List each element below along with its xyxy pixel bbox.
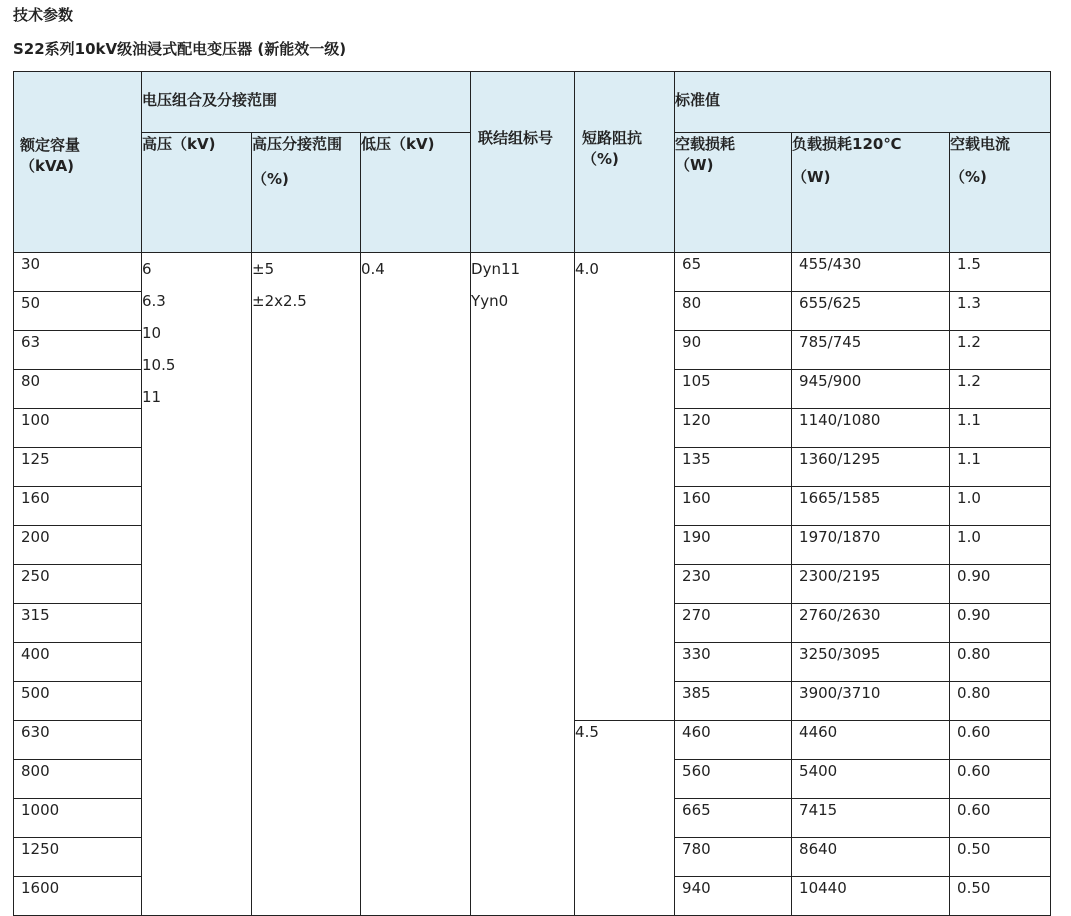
current-value: 1.5 [957, 255, 981, 273]
impedance-value: 4.0 [575, 260, 599, 278]
noload-value: 940 [682, 879, 711, 897]
header-connection-label: 联结组标号 [478, 129, 554, 147]
cell-current [950, 370, 1051, 409]
cell-current [950, 448, 1051, 487]
header-load-loss [792, 133, 950, 253]
header-noload-loss-unit: （W) [675, 156, 714, 174]
capacity-value: 630 [21, 723, 50, 741]
current-value: 0.50 [957, 840, 991, 858]
cell-load [792, 292, 950, 331]
cell-noload [675, 838, 792, 877]
noload-value: 460 [682, 723, 711, 741]
header-tap-label: 高压分接范围 [252, 135, 343, 153]
load-value: 8640 [799, 840, 838, 858]
current-value: 0.60 [957, 723, 991, 741]
header-noload-current-unit: （%) [950, 168, 987, 186]
cell-load [792, 682, 950, 721]
header-lv [361, 133, 471, 253]
header-lv-label: 低压（kV) [361, 135, 435, 153]
table-title: S22系列10kV级油浸式配电变压器 (新能效一级) [13, 40, 347, 58]
cell-capacity [14, 760, 142, 799]
header-impedance [575, 72, 675, 253]
cell-current [950, 721, 1051, 760]
cell-capacity [14, 370, 142, 409]
cell-noload [675, 643, 792, 682]
capacity-value: 800 [21, 762, 50, 780]
header-standard [675, 72, 1051, 133]
current-value: 0.90 [957, 606, 991, 624]
capacity-value: 50 [21, 294, 41, 312]
cell-current [950, 838, 1051, 877]
cell-current [950, 331, 1051, 370]
noload-value: 65 [682, 255, 702, 273]
cell-capacity [14, 331, 142, 370]
header-load-loss-label: 负载损耗120℃ [792, 135, 902, 153]
cell-capacity [14, 526, 142, 565]
cell-current [950, 409, 1051, 448]
cell-load [792, 760, 950, 799]
cell-noload [675, 370, 792, 409]
noload-value: 90 [682, 333, 702, 351]
current-value: 0.90 [957, 567, 991, 585]
section-heading: 技术参数 [13, 6, 74, 24]
capacity-value: 125 [21, 450, 50, 468]
load-value: 655/625 [799, 294, 862, 312]
load-value: 4460 [799, 723, 838, 741]
current-value: 1.1 [957, 450, 981, 468]
cell-load [792, 721, 950, 760]
current-value: 1.3 [957, 294, 981, 312]
load-value: 455/430 [799, 255, 862, 273]
capacity-value: 200 [21, 528, 50, 546]
cell-noload [675, 292, 792, 331]
current-value: 1.0 [957, 489, 981, 507]
load-value: 2300/2195 [799, 567, 881, 585]
cell-current [950, 643, 1051, 682]
noload-value: 780 [682, 840, 711, 858]
cell-capacity [14, 643, 142, 682]
header-standard-label: 标准值 [675, 91, 721, 109]
cell-load [792, 565, 950, 604]
hv-value: 6.3 [142, 292, 166, 310]
load-value: 1140/1080 [799, 411, 881, 429]
cell-impedance-a [575, 253, 675, 721]
cell-capacity [14, 721, 142, 760]
noload-value: 270 [682, 606, 711, 624]
capacity-value: 160 [21, 489, 50, 507]
tap-value: ±2x2.5 [252, 292, 307, 310]
noload-value: 190 [682, 528, 711, 546]
noload-value: 330 [682, 645, 711, 663]
capacity-value: 30 [21, 255, 41, 273]
hv-value: 6 [142, 260, 152, 278]
capacity-value: 400 [21, 645, 50, 663]
cell-noload [675, 799, 792, 838]
header-connection [471, 72, 575, 253]
cell-noload [675, 682, 792, 721]
cell-load [792, 526, 950, 565]
spec-table [13, 71, 1051, 916]
current-value: 0.50 [957, 879, 991, 897]
noload-value: 385 [682, 684, 711, 702]
noload-value: 665 [682, 801, 711, 819]
load-value: 7415 [799, 801, 838, 819]
load-value: 3250/3095 [799, 645, 881, 663]
cell-lv-merged [361, 253, 471, 916]
cell-connection-merged [471, 253, 575, 916]
header-noload-current [950, 133, 1051, 253]
cell-current [950, 760, 1051, 799]
cell-load [792, 409, 950, 448]
cell-noload [675, 409, 792, 448]
cell-noload [675, 526, 792, 565]
cell-load [792, 370, 950, 409]
header-tap [252, 133, 361, 253]
cell-current [950, 604, 1051, 643]
cell-capacity [14, 682, 142, 721]
header-impedance-label: 短路阻抗 [582, 129, 643, 147]
lv-value: 0.4 [361, 260, 385, 278]
capacity-value: 80 [21, 372, 41, 390]
header-hv [142, 133, 252, 253]
cell-noload [675, 565, 792, 604]
cell-current [950, 799, 1051, 838]
cell-capacity [14, 565, 142, 604]
cell-current [950, 565, 1051, 604]
header-noload-loss-label: 空载损耗 [675, 135, 736, 153]
cell-current [950, 292, 1051, 331]
current-value: 0.80 [957, 684, 991, 702]
cell-capacity [14, 253, 142, 292]
header-capacity-unit: （kVA) [20, 157, 75, 175]
hv-value: 10.5 [142, 356, 176, 374]
capacity-value: 1000 [21, 801, 60, 819]
load-value: 3900/3710 [799, 684, 881, 702]
capacity-value: 315 [21, 606, 50, 624]
capacity-value: 1250 [21, 840, 60, 858]
noload-value: 105 [682, 372, 711, 390]
noload-value: 560 [682, 762, 711, 780]
header-tap-unit: （%) [252, 170, 289, 188]
header-capacity-label: 额定容量 [20, 136, 81, 154]
cell-load [792, 604, 950, 643]
load-value: 1665/1585 [799, 489, 881, 507]
hv-value: 11 [142, 388, 162, 406]
cell-load [792, 487, 950, 526]
current-value: 1.1 [957, 411, 981, 429]
current-value: 1.2 [957, 333, 981, 351]
cell-capacity [14, 292, 142, 331]
capacity-value: 63 [21, 333, 41, 351]
cell-noload [675, 487, 792, 526]
tap-value: ±5 [252, 260, 275, 278]
cell-current [950, 253, 1051, 292]
header-voltage-group-label: 电压组合及分接范围 [142, 91, 278, 109]
capacity-value: 1600 [21, 879, 60, 897]
load-value: 1360/1295 [799, 450, 881, 468]
cell-noload [675, 604, 792, 643]
cell-load [792, 448, 950, 487]
header-capacity [14, 72, 142, 253]
cell-noload [675, 721, 792, 760]
load-value: 945/900 [799, 372, 862, 390]
header-load-loss-unit: （W) [792, 168, 831, 186]
cell-load [792, 331, 950, 370]
cell-load [792, 838, 950, 877]
cell-hv-merged [142, 253, 252, 916]
load-value: 1970/1870 [799, 528, 881, 546]
capacity-value: 100 [21, 411, 50, 429]
current-value: 0.80 [957, 645, 991, 663]
noload-value: 135 [682, 450, 711, 468]
current-value: 1.2 [957, 372, 981, 390]
cell-tap-merged [252, 253, 361, 916]
noload-value: 120 [682, 411, 711, 429]
load-value: 5400 [799, 762, 838, 780]
load-value: 785/745 [799, 333, 862, 351]
cell-capacity [14, 487, 142, 526]
current-value: 1.0 [957, 528, 981, 546]
cell-impedance-b [575, 721, 675, 916]
cell-noload [675, 760, 792, 799]
cell-load [792, 643, 950, 682]
current-value: 0.60 [957, 801, 991, 819]
load-value: 2760/2630 [799, 606, 881, 624]
header-hv-label: 高压（kV) [142, 135, 216, 153]
cell-noload [675, 448, 792, 487]
cell-capacity [14, 604, 142, 643]
cell-current [950, 682, 1051, 721]
cell-noload [675, 253, 792, 292]
cell-current [950, 487, 1051, 526]
cell-current [950, 526, 1051, 565]
header-noload-current-label: 空载电流 [950, 135, 1011, 153]
noload-value: 160 [682, 489, 711, 507]
cell-load [792, 799, 950, 838]
capacity-value: 500 [21, 684, 50, 702]
cell-capacity [14, 838, 142, 877]
header-voltage-group [142, 72, 471, 133]
connection-value: Dyn11 [471, 260, 521, 278]
header-impedance-unit: （%) [582, 150, 619, 168]
cell-load [792, 253, 950, 292]
capacity-value: 250 [21, 567, 50, 585]
connection-value: Yyn0 [471, 292, 509, 310]
current-value: 0.60 [957, 762, 991, 780]
noload-value: 230 [682, 567, 711, 585]
hv-value: 10 [142, 324, 162, 342]
impedance-value: 4.5 [575, 723, 599, 741]
cell-capacity [14, 448, 142, 487]
cell-capacity [14, 409, 142, 448]
header-noload-loss [675, 133, 792, 253]
load-value: 10440 [799, 879, 847, 897]
cell-capacity [14, 799, 142, 838]
noload-value: 80 [682, 294, 702, 312]
cell-noload [675, 331, 792, 370]
